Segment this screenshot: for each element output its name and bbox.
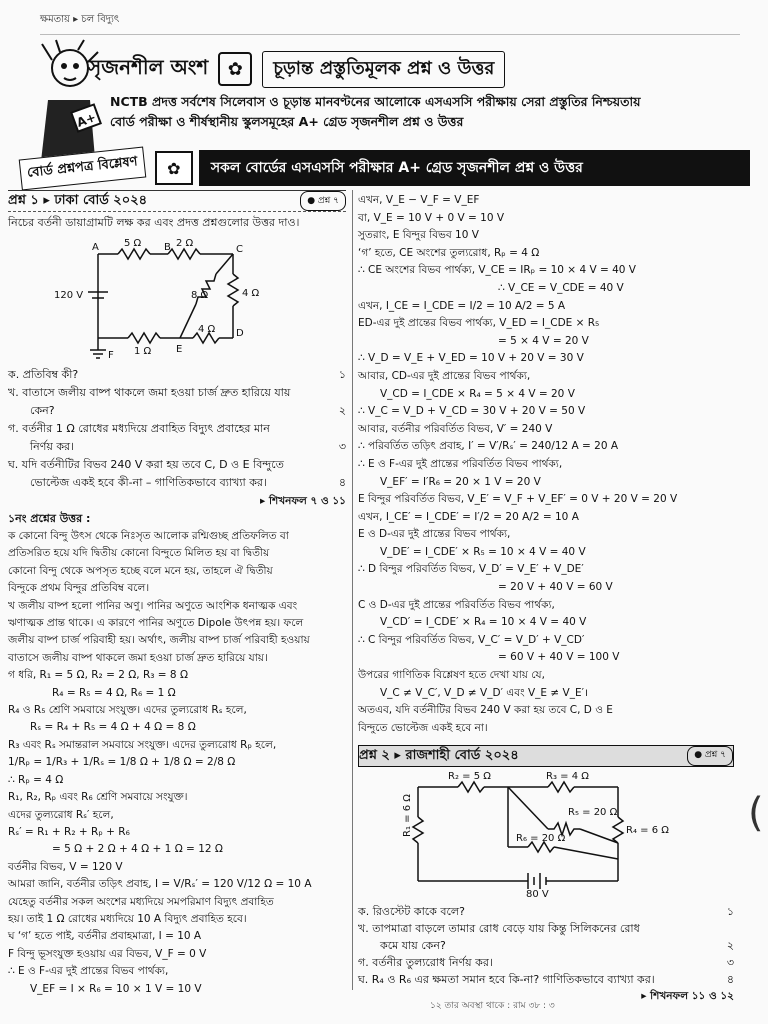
circuit-2-source: 80 V (526, 889, 549, 900)
solution-line: ∴ E ও F-এর দুই প্রান্তের পরিবর্তিত বিভব পার্থক্য, (358, 457, 563, 470)
answer-1-body (8, 528, 346, 998)
solution-line: ∴ V_D = V_E + V_ED = 10 V + 20 V = 30 V (358, 352, 584, 365)
top-strip (40, 12, 740, 35)
solution-line: V_C ≠ V_C′, V_D ≠ V_D′ এবং V_E ≠ V_E′। (380, 686, 588, 699)
question-item: ক. প্রতিবিম্ব কী? ১ (8, 368, 346, 381)
answer-1-heading: ১নং প্রশ্নের উত্তর : (8, 512, 91, 525)
question-item: কেন? ২ (30, 404, 346, 417)
right-column (358, 192, 734, 1006)
circuit-1-r6: 1 Ω (134, 346, 152, 357)
answer-line: R₄ = R₅ = 4 Ω, R₆ = 1 Ω (52, 686, 176, 699)
question-1-intro: নিচের বর্তনী ডায়াগ্রামটি লক্ষ কর এবং প্রদত্ত প্রশ্নগুলোর উত্তর দাও। (8, 216, 300, 229)
question-item: ঘ. R₄ ও R₆ এর ক্ষমতা সমান হবে কি-না? গাণিতিকভাবে ব্যাখ্যা কর। ৪ (358, 973, 734, 986)
question-2-header (358, 745, 734, 767)
question-item: কমে যায় কেন? ২ (380, 939, 734, 952)
circuit-diagram-2 (358, 769, 734, 899)
book-logo-icon: ✿ (218, 52, 252, 86)
circuit-2-r4: R₄ = 6 Ω (626, 825, 669, 836)
answer-line: প্রতিসরিত হয়ে যদি দ্বিতীয় কোনো বিন্দুতে মিলিত হয় বা দ্বিতীয় (8, 547, 270, 560)
solution-line: C ও D-এর দুই প্রান্তের পরিবর্তিত বিভব পার্থক্য, (358, 598, 555, 611)
answer-line: Rₛ′ = R₁ + R₂ + Rₚ + R₆ (8, 825, 130, 838)
answer-line: ∴ Rₚ = 4 Ω (8, 773, 64, 786)
banner-tab: বোর্ড প্রশ্নপত্র বিশ্লেষণ (19, 146, 146, 190)
margin-bracket: ( (748, 790, 764, 836)
solution-line: ∴ V_C = V_D + V_CD = 30 V + 20 V = 50 V (358, 405, 586, 418)
left-column (8, 190, 346, 998)
answer-line: ঋণাত্মক প্রান্ত থাকে। এ কারণে পানির অণুতে Dipole উৎপন্ন হয়। ফলে (8, 617, 304, 630)
circuit-1-r5: 4 Ω (198, 324, 216, 335)
header-title-right: চূড়ান্ত প্রস্তুতিমূলক প্রশ্ন ও উত্তর (262, 51, 505, 88)
section-banner (20, 148, 750, 188)
circuit-1-node-b: B (164, 242, 171, 253)
question-item: নির্ণয় কর। ৩ (30, 440, 346, 453)
column-divider (352, 190, 353, 990)
question-item: খ. তাপমাত্রা বাড়লে তামার রোধ বেড়ে যায় কিন্তু সিলিকনের রোধ (358, 922, 640, 935)
solution-line: = 20 V + 40 V = 60 V (498, 581, 613, 594)
header-title-left: সৃজনশীল অংশ (88, 54, 209, 79)
solution-line: V_DE′ = I_CDE′ × R₅ = 10 × 4 V = 40 V (380, 545, 586, 558)
question-1-reference: ▸ শিখনফল ৭ ও ১১ (260, 495, 346, 507)
circuit-2-svg (398, 769, 678, 899)
solution-line: E ও D-এর দুই প্রান্তের বিভব পার্থক্য, (358, 528, 511, 541)
answer-line: = 5 Ω + 2 Ω + 4 Ω + 1 Ω = 12 Ω (52, 843, 223, 856)
solution-line: এখন, I_CE = I_CDE = I/2 = 10 A/2 = 5 A (358, 299, 566, 312)
subtitle-line-2: বোর্ড পরীক্ষা ও শীর্ষস্থানীয় স্কুলসমূহের A+ গ্রেড সৃজনশীল প্রশ্ন ও উত্তর (110, 114, 464, 129)
circuit-1-r2: 2 Ω (176, 238, 194, 249)
circuit-2-r3: R₃ = 4 Ω (546, 771, 589, 782)
solution-line: ∴ C বিন্দুর পরিবর্তিত বিভব, V_C′ = V_D′ + V_CD′ (358, 633, 585, 646)
answer-line: খ জলীয় বাষ্প হলো পানির অণু। পানির অণুতে আংশিক ধনাত্মক এবং (8, 599, 298, 612)
subtitle-line-1: NCTB প্রদত্ত সর্বশেষ সিলেবাস ও চূড়ান্ত মানবণ্টনের আলোকে এসএসসি পরীক্ষায় সেরা প্রস্তুতির নিশ্চয়তায় (110, 94, 641, 109)
circuit-1-node-f: F (108, 350, 114, 361)
solution-line: V_EF′ = I′R₆ = 20 × 1 V = 20 V (380, 475, 541, 488)
solution-line: বিন্দুতে ভোল্টেজ একই হবে না। (358, 721, 488, 734)
solution-line: ∴ V_CE = V_CDE = 40 V (498, 281, 624, 294)
question-item: ভোল্টেজ একই হবে কী-না – গাণিতিকভাবে ব্যাখ্যা কর। ৪ (30, 476, 346, 489)
circuit-1-node-d: D (236, 328, 244, 339)
header-subtitle (110, 92, 740, 132)
solution-line: উপরের গাণিতিক বিশ্লেষণ হতে দেখা যায় যে, (358, 669, 545, 682)
question-2-pill: ● প্রশ্ন ৭ (687, 746, 733, 766)
question-2-items (358, 903, 734, 988)
answer-line: R₃ এবং Rₛ সমান্তরাল সমবায়ে সংযুক্ত। এদের তুল্যরোধ Rₚ হলে, (8, 738, 277, 751)
answer-line: বর্তনীর বিভব, V = 120 V (8, 860, 123, 873)
circuit-1-node-c: C (236, 244, 243, 255)
circuit-1-r4: 4 Ω (242, 288, 260, 299)
circuit-1-node-a: A (92, 242, 99, 253)
solution-line: এখন, I_CE′ = I_CDE′ = I′/2 = 20 A/2 = 10 A (358, 510, 579, 523)
circuit-1-node-e: E (176, 344, 183, 355)
solution-line: = 5 × 4 V = 20 V (498, 334, 589, 347)
solution-line: বা, V_E = 10 V + 0 V = 10 V (358, 211, 505, 224)
answer-line: V_EF = I × R₆ = 10 × 1 V = 10 V (30, 982, 202, 995)
question-1-title: প্রশ্ন ১ ▸ ঢাকা বোর্ড ২০২৪ (8, 193, 148, 208)
question-1-header (8, 190, 346, 212)
top-strip-text: ক্ষমতায় ▸ চল বিদ্যুৎ (40, 14, 120, 25)
solution-line: = 60 V + 40 V = 100 V (498, 651, 620, 664)
solution-line: আবার, বর্তনীর পরিবর্তিত বিভব, V′ = 240 V (358, 422, 553, 435)
answer-line: বাতাসে জলীয় বাষ্প থাকলে জমা হওয়া চার্জ দ্রুত হারিয়ে যায়। (8, 651, 268, 664)
answer-line: যেহেতু বর্তনীর সকল অংশের মধ্যদিয়ে সমপরিমাণ বিদ্যুৎ প্রবাহিত (8, 895, 274, 908)
answer-line: ∴ E ও F-এর দুই প্রান্তের বিভব পার্থক্য, (8, 965, 169, 978)
circuit-1-svg (54, 234, 298, 362)
circuit-1-source: 120 V (54, 290, 84, 301)
circuit-2-r1: R₁ = 6 Ω (402, 794, 413, 837)
banner-title: সকল বোর্ডের এসএসসি পরীক্ষার A+ গ্রেড সৃজনশীল প্রশ্ন ও উত্তর (199, 150, 750, 186)
answer-line: এদের তুল্যরোধ Rₛ′ হলে, (8, 808, 114, 821)
answer-line: F বিন্দু ভূসংযুক্ত হওয়ায় এর বিভব, V_F = 0 V (8, 947, 207, 960)
a-plus-badge: A+ (74, 110, 98, 130)
solution-line: ∴ D বিন্দুর পরিবর্তিত বিভব, V_D′ = V_E′ + V_DE′ (358, 563, 584, 576)
answer-line: ক কোনো বিন্দু উৎস থেকে নিঃসৃত আলোক রশ্মিগুচ্ছ প্রতিফলিত বা (8, 530, 289, 542)
solution-line: E বিন্দুর পরিবর্তিত বিভব, V_E′ = V_F + V_EF′ = 0 V + 20 V = 20 V (358, 493, 678, 506)
circuit-2-r5: R₅ = 20 Ω (568, 807, 618, 818)
question-1-pill: ● প্রশ্ন ৭ (300, 191, 346, 211)
answer-line: হয়। তাই 1 Ω রোধের মধ্যদিয়ে 10 A বিদ্যুৎ প্রবাহিত হবে। (8, 912, 247, 925)
solution-line: ∴ পরিবর্তিত তড়িৎ প্রবাহ, I′ = V′/Rₛ′ = 240/12 A = 20 A (358, 440, 619, 453)
solution-line: ‘গ’ হতে, CE অংশের তুল্যরোধ, Rₚ = 4 Ω (358, 246, 540, 259)
page-header (88, 48, 748, 90)
page-footer: ১২ তার অবস্থা থাকে : রাম ৩৮ : ৩ (430, 1001, 555, 1011)
solution-line: আবার, CD-এর দুই প্রান্তের বিভব পার্থক্য, (358, 369, 531, 382)
circuit-diagram-1 (8, 234, 346, 362)
solution-line: V_CD = I_CDE × R₄ = 5 × 4 V = 20 V (380, 387, 575, 400)
answer-line: R₁, R₂, Rₚ এবং R₆ শ্রেণি সমবায়ে সংযুক্ত। (8, 791, 188, 804)
answer-line: আমরা জানি, বর্তনীর তড়িৎ প্রবাহ, I = V/Rₛ′ = 120 V/12 Ω = 10 A (8, 878, 312, 891)
circuit-1-r3: 8 Ω (191, 290, 209, 301)
answer-line: Rₛ = R₄ + R₅ = 4 Ω + 4 Ω = 8 Ω (30, 721, 196, 734)
answer-line: R₄ ও R₅ শ্রেণি সমবায়ে সংযুক্ত। এদের তুল্যরোধ Rₛ হলে, (8, 704, 247, 717)
answer-line: ঘ ‘গ’ হতে পাই, বর্তনীর প্রবাহমাত্রা, I = 10 A (8, 930, 202, 943)
circuit-2-r6: R₆ = 20 Ω (516, 833, 566, 844)
banner-logo-icon: ✿ (155, 151, 193, 185)
question-item: গ. বর্তনীর তুল্যরোধ নির্ণয় কর। ৩ (358, 956, 734, 969)
circuit-2-r2: R₂ = 5 Ω (448, 771, 491, 782)
solution-line: এখন, V_E − V_F = V_EF (358, 194, 480, 206)
question-item: খ. বাতাসে জলীয় বাষ্প থাকলে জমা হওয়া চার্জ দ্রুত হারিয়ে যায় (8, 386, 291, 399)
answer-line: কোনো বিন্দু থেকে অপসৃত হচ্ছে বলে মনে হয়, তাহলে ঐ দ্বিতীয় (8, 564, 273, 577)
question-item: গ. বর্তনীর 1 Ω রোধের মধ্যদিয়ে প্রবাহিত বিদ্যুৎ প্রবাহের মান (8, 422, 270, 435)
answer-line: জলীয় বাষ্প চার্জ পরিবাহী হয়। অর্থাৎ, জলীয় বাষ্প চার্জ পরিবাহী হওয়ায় (8, 634, 310, 647)
solution-line: ED-এর দুই প্রান্তের বিভব পার্থক্য, V_ED = I_CDE × R₅ (358, 317, 600, 330)
question-1-items (8, 366, 346, 492)
question-2-title: প্রশ্ন ২ ▸ রাজশাহী বোর্ড ২০২৪ (359, 748, 519, 764)
answer-line: গ ধরি, R₁ = 5 Ω, R₂ = 2 Ω, R₃ = 8 Ω (8, 669, 188, 682)
question-2-reference: ▸ শিখনফল ১১ ও ১২ (641, 990, 734, 1002)
answer-line: বিন্দুকে প্রথম বিন্দুর প্রতিবিম্ব বলে। (8, 582, 150, 595)
question-item: ঘ. যদি বর্তনীটির বিভব 240 V করা হয় তবে C, D ও E বিন্দুতে (8, 458, 284, 471)
solution-line: অতএব, যদি বর্তনীটির বিভব 240 V করা হয় তবে C, D ও E (358, 704, 613, 717)
circuit-1-r1: 5 Ω (124, 238, 142, 249)
solution-line: সুতরাং, E বিন্দুর বিভব 10 V (358, 229, 479, 242)
solution-line: V_CD′ = I_CDE′ × R₄ = 10 × 4 V = 40 V (380, 616, 587, 629)
solution-line: ∴ CE অংশের বিভব পার্থক্য, V_CE = IRₚ = 10 × 4 V = 40 V (358, 264, 636, 277)
answer-line: 1/Rₚ = 1/R₃ + 1/Rₛ = 1/8 Ω + 1/8 Ω = 2/8 Ω (8, 756, 236, 769)
question-item: ক. রিওস্টেট কাকে বলে? ১ (358, 905, 734, 918)
